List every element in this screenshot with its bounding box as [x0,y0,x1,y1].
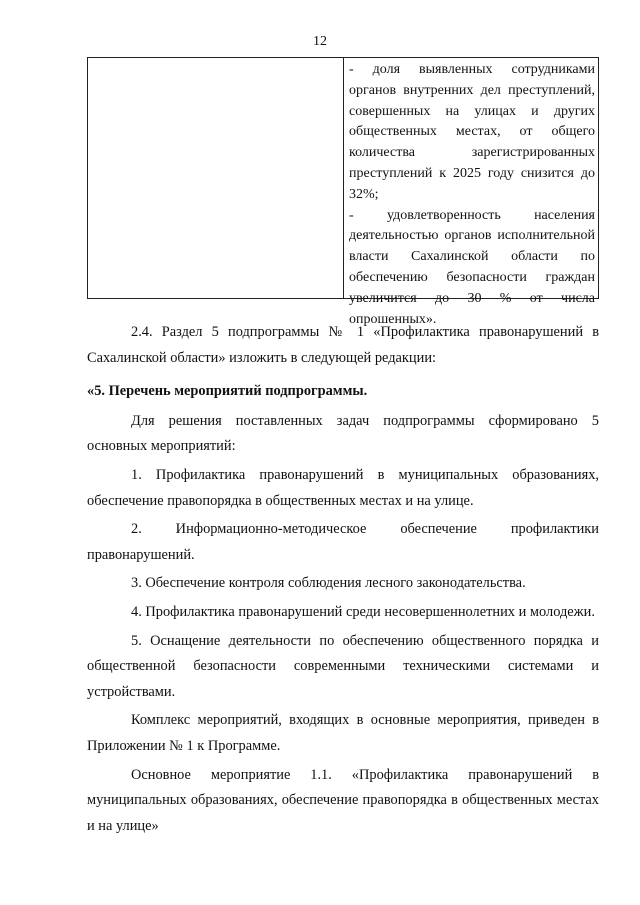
paragraph: Комплекс мероприятий, входящих в основные мероприятия, приведен в Приложении № 1 к Программе. [87,712,599,754]
paragraph-intro: 2.4. Раздел 5 подпрограммы № 1 «Профилактика правонарушений в Сахалинской области» изложить в следующей редакции: [87,324,599,366]
paragraph: Для решения поставленных задач подпрограммы сформировано 5 основных мероприятий: [87,412,599,455]
table-cell-right [344,58,598,327]
table-bullet: - удовлетворенность населения деятельностью органов исполнительной власти Сахалинской области по обеспечению безопасности граждан увеличится до 30 % от числа опрошенных». [349,207,595,327]
table-bullet: - доля выявленных сотрудниками органов внутренних дел преступлений, совершенных на улицах и других общественных местах, от общего количества зарегистрированных преступлений к 2025 году снизится до 32%; [349,62,595,202]
document-body [87,320,599,839]
list-item: 3. Обеспечение контроля соблюдения лесного законодательства. [131,575,526,592]
paragraph: Основное мероприятие 1.1. «Профилактика правонарушений в муниципальных образованиях, обеспечение правопорядка в общественных местах и на улице» [87,766,599,834]
list-item: 5. Оснащение деятельности по обеспечению общественного порядка и общественной безопасности современными техническими системами и устройствами. [87,632,599,700]
list-item: 4. Профилактика правонарушений среди несовершеннолетних и молодежи. [131,603,595,620]
list-item: 1. Профилактика правонарушений в муниципальных образованиях, обеспечение правопорядка в общественных местах и на улице. [87,466,599,509]
table-cell-left [88,58,344,298]
page-number: 12 [313,34,327,49]
list-item: 2. Информационно-методическое обеспечение профилактики правонарушений. [87,521,599,563]
section-heading: «5. Перечень мероприятий подпрограммы. [87,383,368,400]
table [87,57,599,327]
